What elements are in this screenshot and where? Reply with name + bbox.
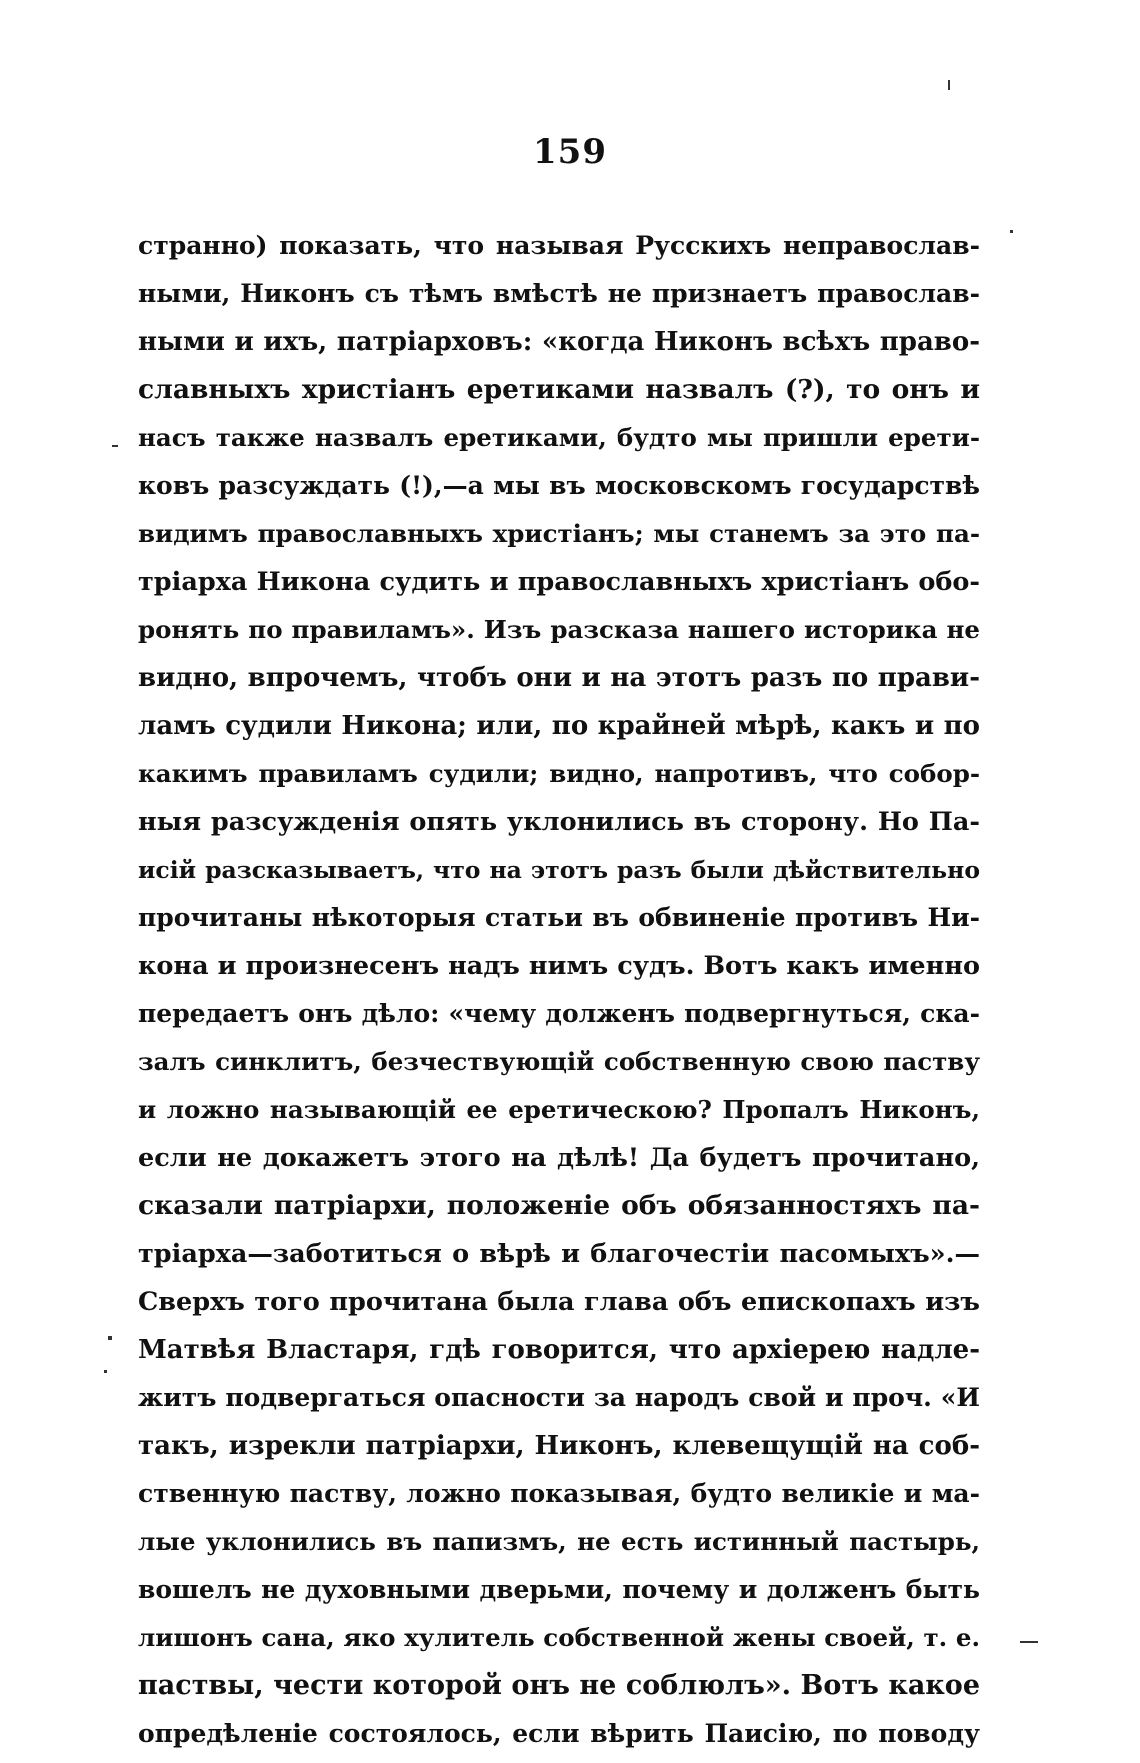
text-line: вошелъ не духовными дверьми, почему и долженъ быть [138, 1575, 980, 1604]
scan-speck [108, 1336, 112, 1340]
scan-speck [112, 445, 118, 447]
scan-speck [104, 1370, 107, 1373]
text-line: сказали патріархи, положеніе объ обязанностяхъ па- [138, 1190, 980, 1221]
body-text [138, 222, 980, 1758]
text-line: исій разсказываетъ, что на этотъ разъ были дѣйствительно [138, 856, 980, 884]
text-line: лишонъ сана, яко хулитель собственной жены своей, т. е. [138, 1623, 980, 1652]
scan-speck [1020, 1641, 1038, 1643]
text-line: ныя разсужденія опять уклонились въ сторону. Но Па- [138, 807, 980, 837]
text-line: такъ, изрекли патріархи, Никонъ, клевещущій на соб- [138, 1431, 980, 1461]
scan-speck [948, 80, 950, 90]
text-line: Матвѣя Властаря, гдѣ говорится, что архіерею надле- [138, 1335, 980, 1365]
page-number: 159 [533, 132, 607, 172]
text-line: если не докажетъ этого на дѣлѣ! Да будетъ прочитано, [138, 1143, 980, 1173]
text-line: житъ подвергаться опасности за народъ свой и проч. «И [138, 1383, 980, 1412]
text-line: опредѣленіе состоялось, если вѣрить Паисію, по поводу [138, 1719, 980, 1748]
text-line: странно) показать, что называя Русскихъ неправослав- [138, 231, 980, 260]
text-line: какимъ правиламъ судили; видно, напротивъ, что собор- [138, 759, 980, 788]
text-line: видно, впрочемъ, чтобъ они и на этотъ разъ по прави- [138, 663, 980, 693]
text-line: кона и произнесенъ надъ нимъ судъ. Вотъ какъ именно [138, 951, 980, 981]
text-line: насъ также назвалъ еретиками, будто мы пришли ерети- [138, 423, 980, 452]
text-line: ронять по правиламъ». Изъ разсказа нашего историка не [138, 615, 980, 644]
text-line: и ложно называющій ее еретическою? Пропалъ Никонъ, [138, 1095, 980, 1124]
text-line: паствы, чести которой онъ не соблюлъ». Вотъ какое [138, 1670, 980, 1701]
text-line: лые уклонились въ папизмъ, не есть истинный пастырь, [138, 1527, 980, 1556]
text-line: Сверхъ того прочитана была глава объ епископахъ изъ [138, 1287, 980, 1317]
text-line: тріарха Никона судить и православныхъ христіанъ обо- [138, 567, 980, 597]
text-line: ственную паству, ложно показывая, будто великіе и ма- [138, 1479, 980, 1508]
text-line: ными и ихъ, патріарховъ: «когда Никонъ всѣхъ право- [138, 327, 980, 357]
text-line: прочитаны нѣкоторыя статьи въ обвиненіе противъ Ни- [138, 903, 980, 932]
text-line: видимъ православныхъ христіанъ; мы станемъ за это па- [138, 519, 980, 548]
text-line: тріарха—заботиться о вѣрѣ и благочестіи пасомыхъ».— [138, 1239, 980, 1269]
text-line: ковъ разсуждать (!),—а мы въ московскомъ государствѣ [138, 471, 980, 500]
text-line: ными, Никонъ съ тѣмъ вмѣстѣ не признаетъ православ- [138, 279, 980, 308]
text-line: ламъ судили Никона; или, по крайней мѣрѣ, какъ и по [138, 711, 980, 741]
scan-speck [1010, 230, 1013, 233]
text-line: передаетъ онъ дѣло: «чему долженъ подвергнуться, ска- [138, 999, 980, 1028]
text-line: славныхъ христіанъ еретиками назвалъ (?), то онъ и [138, 374, 980, 405]
text-line: залъ синклитъ, безчествующій собственную свою паству [138, 1047, 980, 1076]
